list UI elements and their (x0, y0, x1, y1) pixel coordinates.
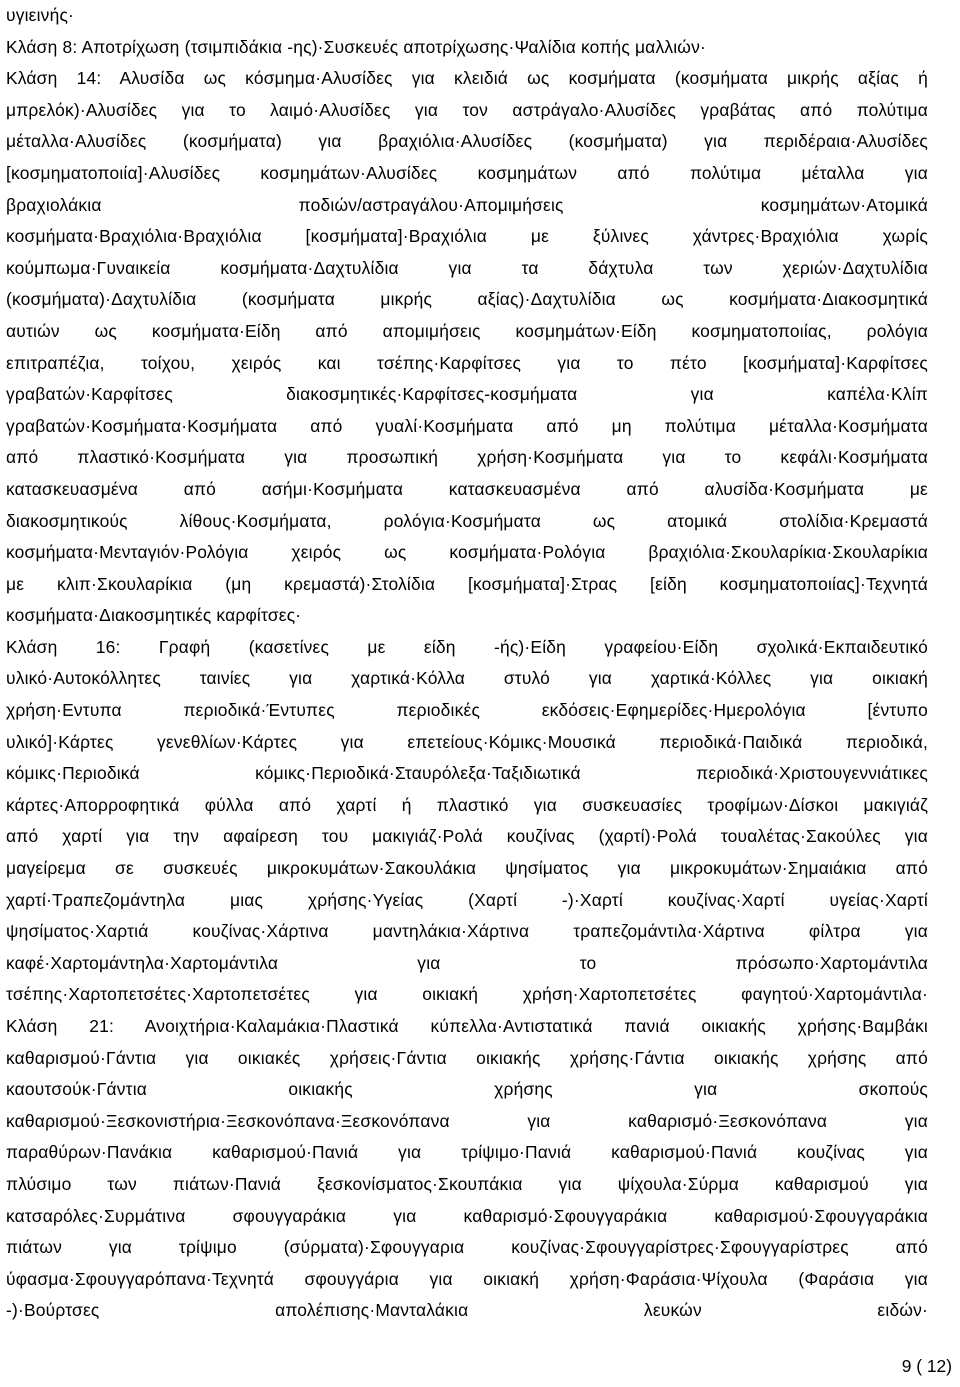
text-line: κόμικς·Περιοδικά κόμικς·Περιοδικά·Σταυρόλεξα·Ταξιδιωτικά περιοδικά·Χριστουγεννιάτικες (6, 763, 928, 784)
text-line: γραβατών·Καρφίτσες διακοσμητικές·Καρφίτσες-κοσμήματα για καπέλα·Κλίπ (6, 384, 928, 405)
text-line: κοσμήματα·Μενταγιόν·Ρολόγια χειρός ως κοσμήματα·Ρολόγια βραχιόλια·Σκουλαρίκια·Σκουλαρίκια (6, 542, 928, 563)
text-line: βραχιολάκια ποδιών/αστραγάλου·Απομιμήσεις κοσμημάτων·Ατομικά (6, 194, 928, 215)
text-line: χαρτί·Τραπεζομάντηλα μιας χρήσης·Υγείας (Χαρτί -)·Χαρτί κουζίνας·Χαρτί υγείας·Χαρτί (6, 889, 928, 910)
text-line: (κοσμήματα)·Δαχτυλίδια (κοσμήματα μικρής αξίας)·Δαχτυλίδια ως κοσμήματα·Διακοσμητικά (6, 289, 928, 310)
text-line: ύφασμα·Σφουγγαρόπανα·Τεχνητά σφουγγάρια για οικιακή χρήση·Φαράσια·Ψίχουλα (Φαράσια για (6, 1268, 928, 1289)
text-line: από πλαστικό·Κοσμήματα για προσωπική χρήση·Κοσμήματα για το κεφάλι·Κοσμήματα (6, 447, 928, 468)
text-line: κοσμήματα·Διακοσμητικές καρφίτσες· (6, 605, 302, 626)
text-line: Κλάση 8: Αποτρίχωση (τσιμπιδάκια -ης)·Συσκευές αποτρίχωσης·Ψαλίδια κοπής μαλλιών· (6, 36, 706, 57)
text-line: διακοσμητικούς λίθους·Κοσμήματα, ρολόγια·Κοσμήματα ως ατομικά στολίδια·Κρεμαστά (6, 510, 928, 531)
text-line: κοσμήματα·Βραχιόλια·Βραχιόλια [κοσμήματα]·Βραχιόλια με ξύλινες χάντρες·Βραχιόλια χωρίς (6, 226, 928, 247)
text-line: μαγείρεμα σε συσκευές μικροκυμάτων·Σακουλάκια ψησίματος για μικροκυμάτων·Σημαιάκια από (6, 858, 928, 879)
text-line: παραθύρων·Πανάκια καθαρισμού·Πανιά για τρίψιμο·Πανιά καθαρισμού·Πανιά κουζίνας για (6, 1142, 928, 1163)
text-line: υλικό·Αυτοκόλλητες ταινίες για χαρτικά·Κόλλα στυλό για χαρτικά·Κόλλες για οικιακή (6, 668, 928, 689)
text-line: Κλάση 14: Αλυσίδα ως κόσμημα·Αλυσίδες για κλειδιά ως κοσμήματα (κοσμήματα μικρής αξίας ή (6, 68, 928, 89)
text-line: χρήση·Εντυπα περιοδικά·Έντυπες περιοδικές εκδόσεις·Εφημερίδες·Ημερολόγια [έντυπο (6, 700, 928, 721)
text-line: υγιεινής· (6, 5, 75, 25)
text-line: [κοσμηματοποιία]·Αλυσίδες κοσμημάτων·Αλυσίδες κοσμημάτων από πολύτιμα μέταλλα για (6, 162, 928, 183)
text-line: καουτσούκ·Γάντια οικιακής χρήσης για σκοπούς (6, 1079, 928, 1100)
text-line: καθαρισμού·Ξεσκονιστήρια·Ξεσκονόπανα·Ξεσκονόπανα για καθαρισμό·Ξεσκονόπανα για (6, 1110, 928, 1131)
text-line: γραβατών·Κοσμήματα·Κοσμήματα από γυαλί·Κοσμήματα από μη πολύτιμα μέταλλα·Κοσμήματα (6, 415, 928, 436)
text-line: κάρτες·Απορροφητικά φύλλα από χαρτί ή πλαστικό για συσκευασίες τροφίμων·Δίσκοι μακιγιάζ (6, 794, 928, 815)
text-line: κατασκευασμένα από ασήμι·Κοσμήματα κατασκευασμένα από αλυσίδα·Κοσμήματα με (6, 478, 928, 499)
text-line: κούμπωμα·Γυναικεία κοσμήματα·Δαχτυλίδια για τα δάχτυλα των χεριών·Δαχτυλίδια (6, 257, 928, 278)
text-line: κατσαρόλες·Συρμάτινα σφουγγαράκια για καθαρισμό·Σφουγγαράκια καθαρισμού·Σφουγγαράκια (6, 1205, 928, 1226)
text-line: Κλάση 16: Γραφή (κασετίνες με είδη -ής)·Είδη γραφείου·Είδη σχολικά·Εκπαιδευτικό (6, 636, 928, 657)
text-line: υλικό]·Κάρτες γενεθλίων·Κάρτες για επετείους·Κόμικς·Μουσικά περιοδικά·Παιδικά περιοδικά, (6, 731, 928, 752)
page-number: 9 ( 12) (901, 1356, 952, 1376)
text-line: πλύσιμο των πιάτων·Πανιά ξεσκονίσματος·Σκουπάκια για ψίχουλα·Σύρμα καθαρισμού για (6, 1173, 928, 1194)
text-line: από χαρτί για την αφαίρεση του μακιγιάζ·Ρολά κουζίνας (χαρτί)·Ρολά τουαλέτας·Σακούλες για (6, 826, 928, 847)
text-line: μπρελόκ)·Αλυσίδες για το λαιμό·Αλυσίδες για τον αστράγαλο·Αλυσίδες γραβάτας από πολύτιμα (6, 99, 928, 120)
text-line: μέταλλα·Αλυσίδες (κοσμήματα) για βραχιόλια·Αλυσίδες (κοσμήματα) για περιδέραια·Αλυσίδες (6, 131, 928, 152)
document-body (6, 0, 928, 1359)
text-line: ψησίματος·Χαρτιά κουζίνας·Χάρτινα μαντηλάκια·Χάρτινα τραπεζομάντιλα·Χάρτινα φίλτρα για (6, 921, 928, 942)
text-line: πιάτων για τρίψιμο (σύρματα)·Σφουγγαρια κουζίνας·Σφουγγαρίστρες·Σφουγγαρίστρες από (6, 1237, 928, 1258)
text-line: με κλιπ·Σκουλαρίκια (μη κρεμαστά)·Στολίδια [κοσμήματα]·Στρας [είδη κοσμηματοποιίας]·Τεχνητά (6, 573, 928, 594)
text-line: επιτραπέζια, τοίχου, χειρός και τσέπης·Καρφίτσες για το πέτο [κοσμήματα]·Καρφίτσες (6, 352, 928, 373)
text-line (6, 1327, 928, 1359)
text-line: τσέπης·Χαρτοπετσέτες·Χαρτοπετσέτες για οικιακή χρήση·Χαρτοπετσέτες φαγητού·Χαρτομάντιλα· (6, 984, 928, 1005)
text-line: καθαρισμού·Γάντια για οικιακές χρήσεις·Γάντια οικιακής χρήσης·Γάντια οικιακής χρήσης από (6, 1047, 928, 1068)
text-line: -)·Βούρτσες απολέπισης·Μανταλάκια λευκών ειδών· (6, 1300, 928, 1321)
text-line: καφέ·Χαρτομάντηλα·Χαρτομάντιλα για το πρόσωπο·Χαρτομάντιλα (6, 952, 928, 973)
text-line: αυτιών ως κοσμήματα·Είδη από απομιμήσεις κοσμημάτων·Είδη κοσμηματοποιίας, ρολόγια (6, 320, 928, 341)
text-line: Κλάση 21: Ανοιχτήρια·Καλαμάκια·Πλαστικά κύπελλα·Αντιστατικά πανιά οικιακής χρήσης·Βαμβάκι (6, 1016, 928, 1036)
